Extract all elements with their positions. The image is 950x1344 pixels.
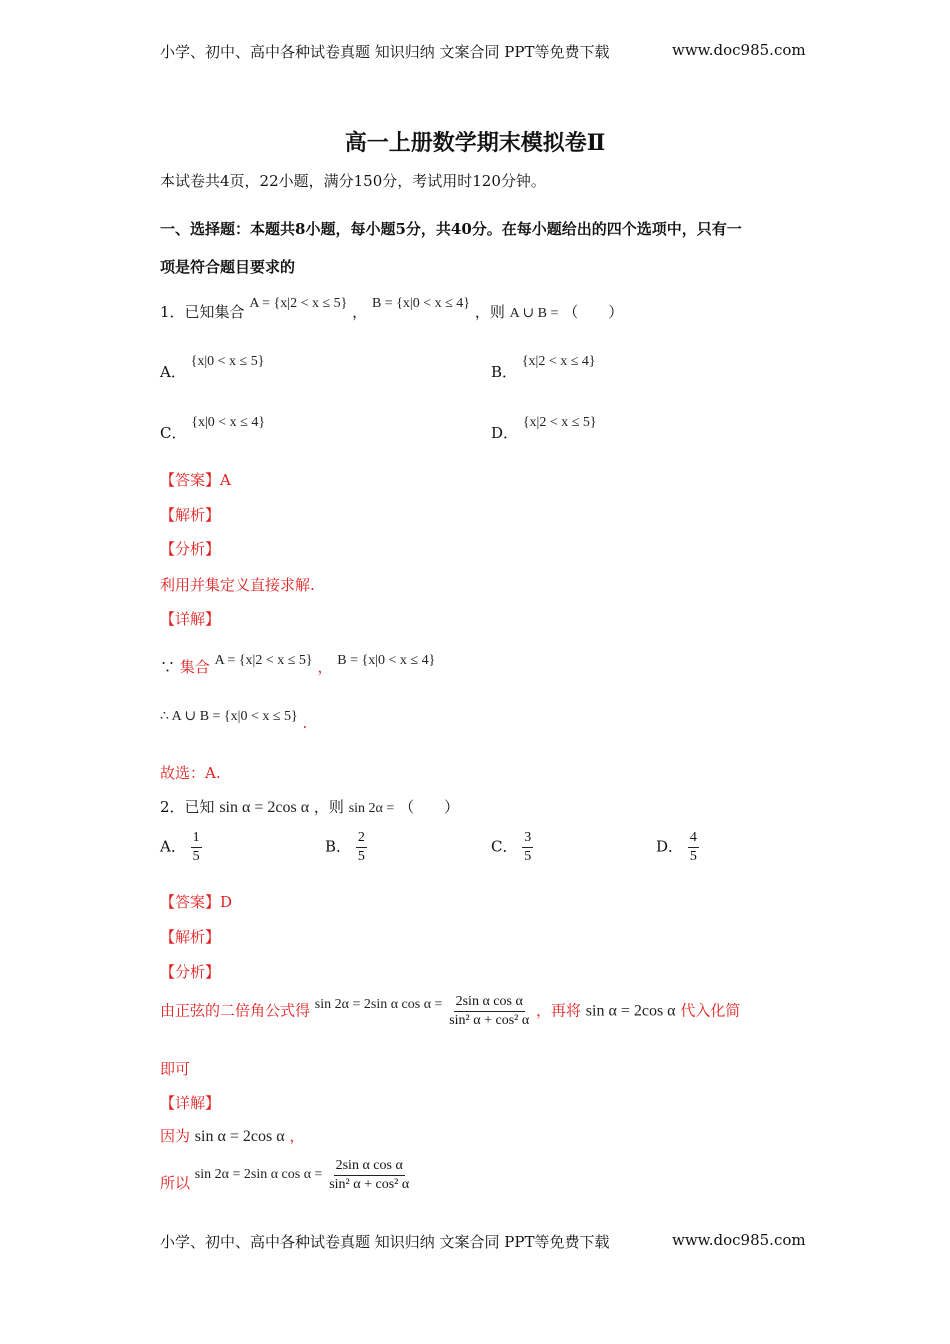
q2-option-c-label: C． <box>491 837 518 856</box>
q1-option-c-label: C． <box>160 424 187 442</box>
q1-option-c-math: {x|0 < x ≤ 4} <box>191 415 266 430</box>
q2-jiexi: 【解析】 <box>160 928 221 946</box>
q2-xiangjie: 【详解】 <box>160 1094 221 1112</box>
q2-formula-frac <box>447 994 531 1029</box>
footer-url[interactable]: www.doc985.com <box>672 1231 806 1249</box>
q1-then: ，则 <box>474 303 505 321</box>
q2-option-a[interactable] <box>160 830 202 865</box>
q2-option-c-num: 3 <box>522 830 533 848</box>
q2-fenxi-line1 <box>160 994 740 1029</box>
q2-fenxi-post: 代入化简 <box>680 1001 741 1020</box>
q2-given: sin α = 2cos α <box>219 799 310 816</box>
q2-suoyi: 所以 <box>160 1173 191 1192</box>
q2-option-b-num: 2 <box>356 830 367 848</box>
q2-yinwei-math: sin α = 2cos α <box>194 1128 285 1145</box>
q2-prefix: 2．已知 <box>160 798 215 816</box>
page-title: 高一上册数学期末模拟卷Ⅱ <box>344 130 606 156</box>
q1-set-a: A = {x|2 < x ≤ 5} <box>249 296 348 311</box>
q2-suoyi-frac <box>327 1158 411 1193</box>
q2-fenxi-line2: 即可 <box>160 1060 191 1078</box>
q2-fenxi: 【分析】 <box>160 963 221 981</box>
q2-yinwei-comma: ， <box>289 1127 305 1145</box>
q1-detail-line2 <box>160 706 308 732</box>
q2-suoyi-num: 2sin α cos α <box>334 1158 405 1176</box>
q1-detail-set-a: A = {x|2 < x ≤ 5} <box>214 653 313 668</box>
q1-fenxi-text: 利用并集定义直接求解. <box>160 576 315 594</box>
q2-yinwei: 因为 <box>160 1127 191 1145</box>
q1-detail-set-b: B = {x|0 < x ≤ 4} <box>337 653 436 668</box>
q1-option-b-label: B． <box>491 363 518 381</box>
q1-option-d-label: D． <box>491 424 519 442</box>
q1-detail-comma: ， <box>317 658 333 676</box>
q2-option-b-den: 5 <box>357 849 365 864</box>
q2-formula-num: 2sin α cos α <box>454 994 525 1012</box>
q2-option-a-frac <box>191 830 202 865</box>
q1-option-a-math: {x|0 < x ≤ 5} <box>190 354 265 369</box>
q1-jiexi: 【解析】 <box>160 506 221 524</box>
q2-option-a-den: 5 <box>192 849 200 864</box>
q1-detail-line1 <box>160 653 436 677</box>
q1-stem <box>160 296 624 322</box>
q1-option-b-math: {x|2 < x ≤ 4} <box>521 354 596 369</box>
q2-option-c-den: 5 <box>524 849 532 864</box>
q2-answer: 【答案】D <box>160 893 233 911</box>
q2-option-c[interactable] <box>491 830 533 865</box>
q2-formula-lhs: sin 2α = 2sin α cos α = <box>314 996 443 1012</box>
q1-option-b[interactable] <box>491 354 596 382</box>
q2-fenxi-pre: 由正弦的二倍角公式得 <box>160 1001 311 1020</box>
q1-dot: . <box>302 714 308 732</box>
q2-option-c-frac <box>522 830 533 865</box>
q2-option-d-den: 5 <box>689 849 697 864</box>
q2-then: ，则 <box>313 798 344 816</box>
q2-suoyi-line <box>160 1158 411 1193</box>
q2-fenxi-mid: ，再将 <box>535 1001 581 1020</box>
q2-option-a-label: A． <box>160 837 186 856</box>
q1-answer: 【答案】A <box>160 471 231 489</box>
intro-text: 本试卷共4页，22小题，满分150分，考试用时120分钟。 <box>160 172 546 190</box>
q2-expr: sin 2α = <box>348 801 395 816</box>
q1-option-d-math: {x|2 < x ≤ 5} <box>522 415 597 430</box>
q2-yinwei-line <box>160 1125 304 1146</box>
q2-option-b[interactable] <box>325 830 367 865</box>
q1-expr: A ∪ B = <box>509 306 559 321</box>
q2-option-d[interactable] <box>656 830 699 865</box>
q1-option-d[interactable] <box>491 415 597 443</box>
q1-paren: （ ） <box>563 303 624 321</box>
footer-left-text: 小学、初中、高中各种试卷真题 知识归纳 文案合同 PPT等免费下载 <box>160 1233 610 1251</box>
q1-comma: ， <box>352 303 368 321</box>
q2-stem <box>160 796 459 817</box>
q1-jihe: 集合 <box>179 658 210 676</box>
q2-fenxi-math: sin α = 2cos α <box>585 1002 676 1020</box>
q1-guxuan: 故选：A. <box>160 764 221 782</box>
q2-option-d-frac <box>688 830 699 865</box>
q2-option-d-label: D． <box>656 837 684 856</box>
q2-suoyi-den: sin² α + cos² α <box>329 1177 410 1192</box>
q1-set-b: B = {x|0 < x ≤ 4} <box>371 296 471 311</box>
q1-therefore: ∴ A ∪ B = {x|0 < x ≤ 5} <box>160 709 298 724</box>
q2-formula-den: sin² α + cos² α <box>449 1013 530 1028</box>
q1-fenxi: 【分析】 <box>160 540 221 558</box>
section-heading-line1: 一、选择题：本题共8小题，每小题5分，共40分。在每小题给出的四个选项中，只有一 <box>160 220 742 238</box>
q2-option-b-frac <box>356 830 367 865</box>
q2-option-a-num: 1 <box>191 830 202 848</box>
q1-option-c[interactable] <box>160 415 266 443</box>
header-url[interactable]: www.doc985.com <box>672 41 806 59</box>
q1-xiangjie: 【详解】 <box>160 610 221 628</box>
because-symbol: ∵ <box>160 658 176 676</box>
section-heading-line2: 项是符合题目要求的 <box>160 258 296 276</box>
q2-paren: （ ） <box>399 798 460 816</box>
q2-option-d-num: 4 <box>688 830 699 848</box>
q1-prefix: 1．已知集合 <box>160 303 245 321</box>
q1-option-a-label: A． <box>160 363 186 381</box>
q2-option-b-label: B． <box>325 837 352 856</box>
header-left-text: 小学、初中、高中各种试卷真题 知识归纳 文案合同 PPT等免费下载 <box>160 43 610 61</box>
q2-suoyi-lhs: sin 2α = 2sin α cos α = <box>194 1166 323 1182</box>
q1-option-a[interactable] <box>160 354 265 382</box>
